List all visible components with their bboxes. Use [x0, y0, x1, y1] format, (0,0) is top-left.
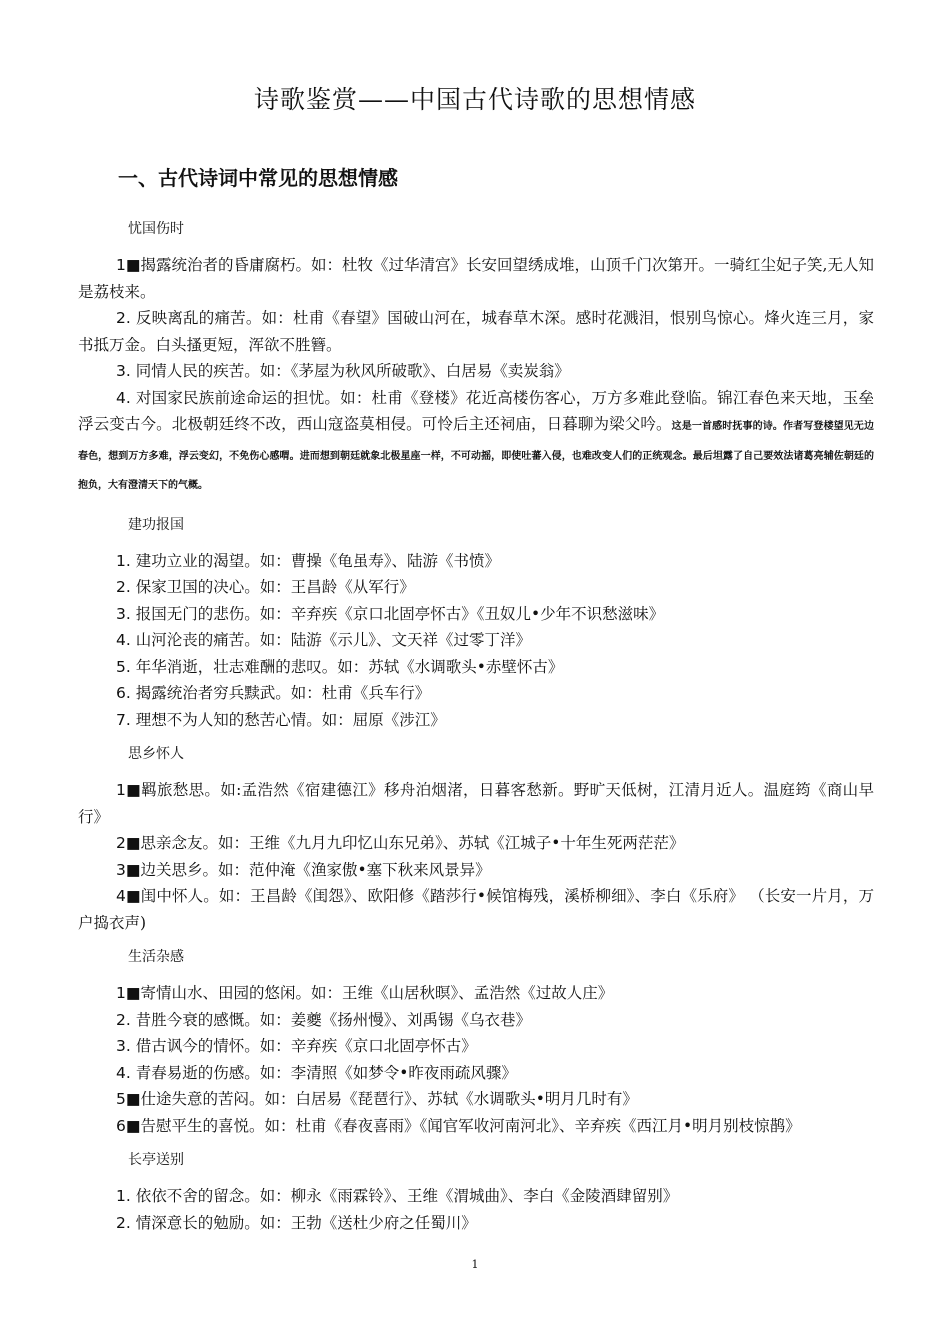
- item-text: 闺中怀人。如：王昌龄《闺怨》、欧阳修《踏莎行•候馆梅残，溪桥柳细》、李白《乐府》 （长安一片月，万户捣衣声): [78, 887, 874, 932]
- item-number: 1■: [116, 984, 141, 1002]
- list-item: [78, 1086, 874, 1113]
- item-text: 边关思乡。如：范仲淹《渔家傲•塞下秋来风景异》: [140, 860, 491, 879]
- item-number: 1.: [116, 1187, 136, 1205]
- section-heading: 一、古代诗词中常见的思想情感: [118, 166, 398, 190]
- list-item: [78, 1183, 874, 1210]
- list-item: [78, 1210, 874, 1237]
- list-item: [78, 1060, 874, 1087]
- category-block: [78, 741, 874, 936]
- list-item: [78, 574, 874, 601]
- item-number: 4■: [116, 887, 141, 905]
- item-number: 3.: [116, 1037, 136, 1055]
- item-number: 5.: [116, 657, 136, 676]
- item-number: 1■: [116, 256, 141, 274]
- item-number: 3.: [116, 604, 136, 623]
- item-number: 2.: [116, 309, 136, 327]
- list-item: [78, 1033, 874, 1060]
- item-text: 仕途失意的苦闷。如：白居易《琵琶行》、苏轼《水调歌头•明月几时有》: [140, 1090, 638, 1108]
- list-item: [78, 777, 874, 830]
- item-text: 山河沦丧的痛苦。如：陆游《示儿》、文天祥《过零丁洋》: [135, 631, 531, 649]
- item-text: 保家卫国的决心。如：王昌龄《从军行》: [135, 578, 415, 596]
- item-number: 2■: [116, 834, 141, 852]
- category-heading: 忧国伤时: [128, 221, 184, 237]
- item-text: 昔胜今衰的感慨。如：姜夔《扬州慢》、刘禹锡《乌衣巷》: [135, 1010, 531, 1029]
- item-note: 这是一首感时抚事的诗。作者写登楼望见无边春色，想到万方多难，浮云变幻，不免伤心感喟。进而想到朝廷就象北极星座一样，不可动摇，即使吐蕃入侵，也难改变人们的正统观念。最后坦露了自己要效法诸葛亮辅佐朝廷的抱负，大有澄清天下的气概。: [78, 421, 874, 491]
- list-item: [78, 252, 874, 305]
- list-item: [78, 654, 874, 681]
- item-number: 3.: [116, 362, 136, 380]
- list-item: [78, 358, 874, 385]
- list-item: [78, 1113, 874, 1140]
- category-block: [78, 944, 874, 1139]
- item-text: 报国无门的悲伤。如：辛弃疾《京口北固亭怀古》《丑奴儿•少年不识愁滋味》: [135, 604, 665, 623]
- item-number: 2.: [116, 578, 136, 596]
- item-text: 理想不为人知的愁苦心情。如：屈原《涉江》: [135, 710, 446, 729]
- category-block: [78, 216, 874, 500]
- item-text: 借古讽今的情怀。如：辛弃疾《京口北固亭怀古》: [135, 1037, 477, 1055]
- list-item: [78, 980, 874, 1007]
- item-text: 建功立业的渴望。如：曹操《龟虽寿》、陆游《书愤》: [135, 551, 500, 570]
- list-item: [78, 883, 874, 936]
- list-item: [78, 680, 874, 707]
- category-heading: 生活杂感: [128, 949, 184, 965]
- page-number: 1: [471, 1258, 479, 1271]
- item-number: 6.: [116, 684, 136, 702]
- item-number: 5■: [116, 1090, 141, 1108]
- list-item: [78, 601, 874, 628]
- document-body: [78, 216, 874, 1242]
- category-block: [78, 512, 874, 734]
- item-number: 3■: [116, 860, 141, 879]
- item-text: 寄情山水、田园的悠闲。如：王维《山居秋暝》、孟浩然《过故人庄》: [140, 984, 614, 1002]
- item-text: 思亲念友。如：王维《九月九印忆山东兄弟》、苏轼《江城子•十年生死两茫茫》: [140, 834, 685, 852]
- item-number: 2.: [116, 1010, 136, 1029]
- item-text: 年华消逝，壮志难酬的悲叹。如：苏轼《水调歌头•赤壁怀古》: [135, 657, 564, 676]
- item-number: 2.: [116, 1213, 136, 1232]
- list-item: [78, 305, 874, 358]
- category-heading: 思乡怀人: [128, 746, 184, 762]
- list-item: [78, 548, 874, 575]
- item-text: 反映离乱的痛苦。如：杜甫《春望》国破山河在，城春草木深。感时花溅泪，恨别鸟惊心。烽火连三月，家书抵万金。白头搔更短，浑欲不胜簪。: [78, 309, 874, 354]
- list-item: [78, 1007, 874, 1034]
- item-number: 4.: [116, 1063, 136, 1082]
- item-text: 依依不舍的留念。如：柳永《雨霖铃》、王维《渭城曲》、李白《金陵酒肆留别》: [135, 1187, 679, 1205]
- list-item: [78, 707, 874, 734]
- category-block: [78, 1147, 874, 1236]
- item-number: 4.: [116, 388, 136, 407]
- item-text: 告慰平生的喜悦。如：杜甫《春夜喜雨》《闻官军收河南河北》、辛弃疾《西江月•明月别枝惊鹊》: [140, 1116, 801, 1135]
- item-text: 羁旅愁思。如:孟浩然《宿建德江》移舟泊烟渚，日暮客愁新。野旷天低树，江清月近人。温庭筠《商山早行》: [78, 781, 874, 826]
- category-heading: 长亭送别: [128, 1152, 184, 1168]
- item-text: 揭露统治者穷兵黩武。如：杜甫《兵车行》: [135, 684, 431, 702]
- item-number: 1■: [116, 781, 142, 799]
- list-item: [78, 385, 874, 500]
- item-text: 情深意长的勉励。如：王勃《送杜少府之任蜀川》: [135, 1213, 477, 1232]
- list-item: [78, 857, 874, 884]
- category-heading: 建功报国: [128, 516, 184, 533]
- item-text: 对国家民族前途命运的担忧。如：杜甫《登楼》花近高楼伤客心，万方多难此登临。锦江春色来天地，玉垒浮云变古今。北极朝廷终不改，西山寇盗莫相侵。可怜后主还祠庙，日暮聊为梁父吟。: [78, 388, 874, 433]
- item-number: 4.: [116, 631, 136, 649]
- list-item: [78, 830, 874, 857]
- item-text: 揭露统治者的昏庸腐朽。如：杜牧《过华清宫》长安回望绣成堆，山顶千门次第开。一骑红尘妃子笑,无人知是荔枝来。: [78, 256, 874, 301]
- list-item: [78, 627, 874, 654]
- item-number: 7.: [116, 710, 136, 729]
- item-number: 1.: [116, 551, 136, 570]
- item-number: 6■: [116, 1116, 141, 1135]
- item-text: 同情人民的疾苦。如：《茅屋为秋风所破歌》、白居易《卖炭翁》: [135, 362, 570, 380]
- item-text: 青春易逝的伤感。如：李清照《如梦令•昨夜雨疏风骤》: [135, 1063, 517, 1082]
- document-title: 诗歌鉴赏——中国古代诗歌的思想情感: [253, 85, 696, 114]
